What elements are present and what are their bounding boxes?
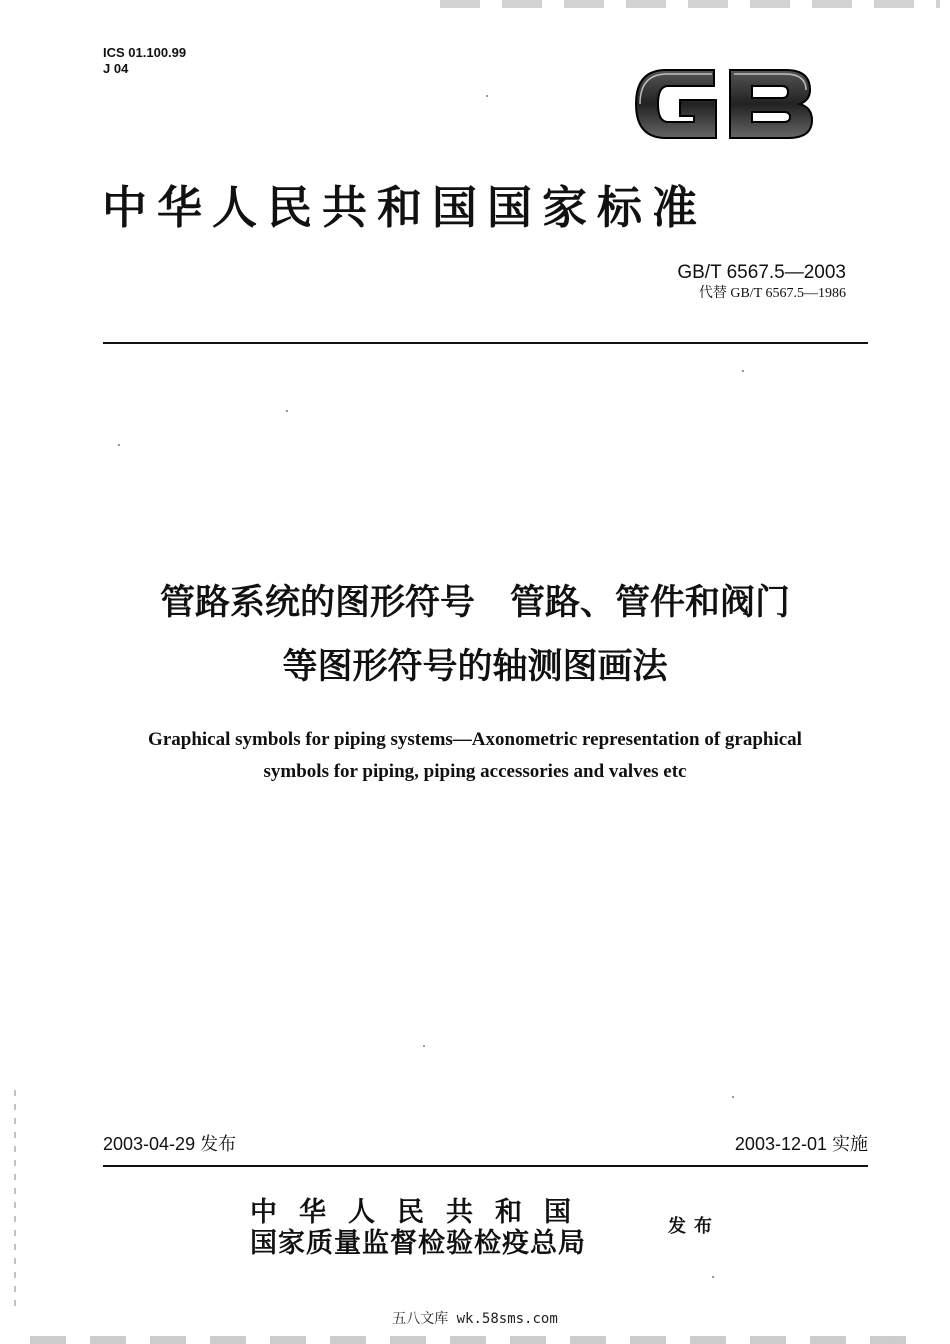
footer-divider bbox=[103, 1165, 868, 1167]
scan-artifact-left bbox=[14, 1090, 16, 1310]
scan-speck bbox=[742, 370, 744, 372]
scan-speck bbox=[732, 1096, 734, 1098]
classification-codes bbox=[103, 45, 186, 77]
watermark-text: 五八文库 wk.58sms.com bbox=[392, 1311, 558, 1327]
scan-artifact-bottom bbox=[30, 1336, 930, 1344]
issue-date: 2003-04-29 发布 bbox=[103, 1134, 237, 1154]
implementation-date: 2003-12-01 实施 bbox=[734, 1134, 868, 1154]
cn-title-line2: 等图形符号的轴测图画法 bbox=[282, 647, 668, 687]
scan-speck bbox=[286, 410, 288, 412]
ics-code: ICS 01.100.99 bbox=[103, 45, 187, 60]
en-title-line2: symbols for piping, piping accessories and valves etc bbox=[263, 761, 687, 782]
cn-title-line1: 管路系统的图形符号 管路、管件和阀门 bbox=[159, 583, 790, 623]
header-divider bbox=[103, 342, 868, 344]
scan-speck bbox=[712, 1276, 714, 1278]
issuer-line2: 国家质量监督检验检疫总局 bbox=[250, 1228, 586, 1259]
scan-speck bbox=[486, 95, 488, 97]
scan-artifact-top bbox=[440, 0, 940, 8]
publish-label: 发布 bbox=[668, 1216, 720, 1237]
ccs-code: J 04 bbox=[103, 61, 129, 76]
issuer-line1: 中华人民共和国 bbox=[250, 1197, 593, 1228]
standard-number: GB/T 6567.5—2003 bbox=[677, 262, 846, 283]
scan-speck bbox=[423, 1045, 425, 1047]
en-title-line1: Graphical symbols for piping systems—Axonometric representation of graphical bbox=[148, 729, 802, 750]
national-standard-title: 中华人民共和国国家标准 bbox=[102, 181, 708, 234]
gb-logo-icon bbox=[630, 56, 818, 152]
scan-speck bbox=[118, 444, 120, 446]
replaces-standard: 代替 GB/T 6567.5—1986 bbox=[698, 286, 846, 301]
